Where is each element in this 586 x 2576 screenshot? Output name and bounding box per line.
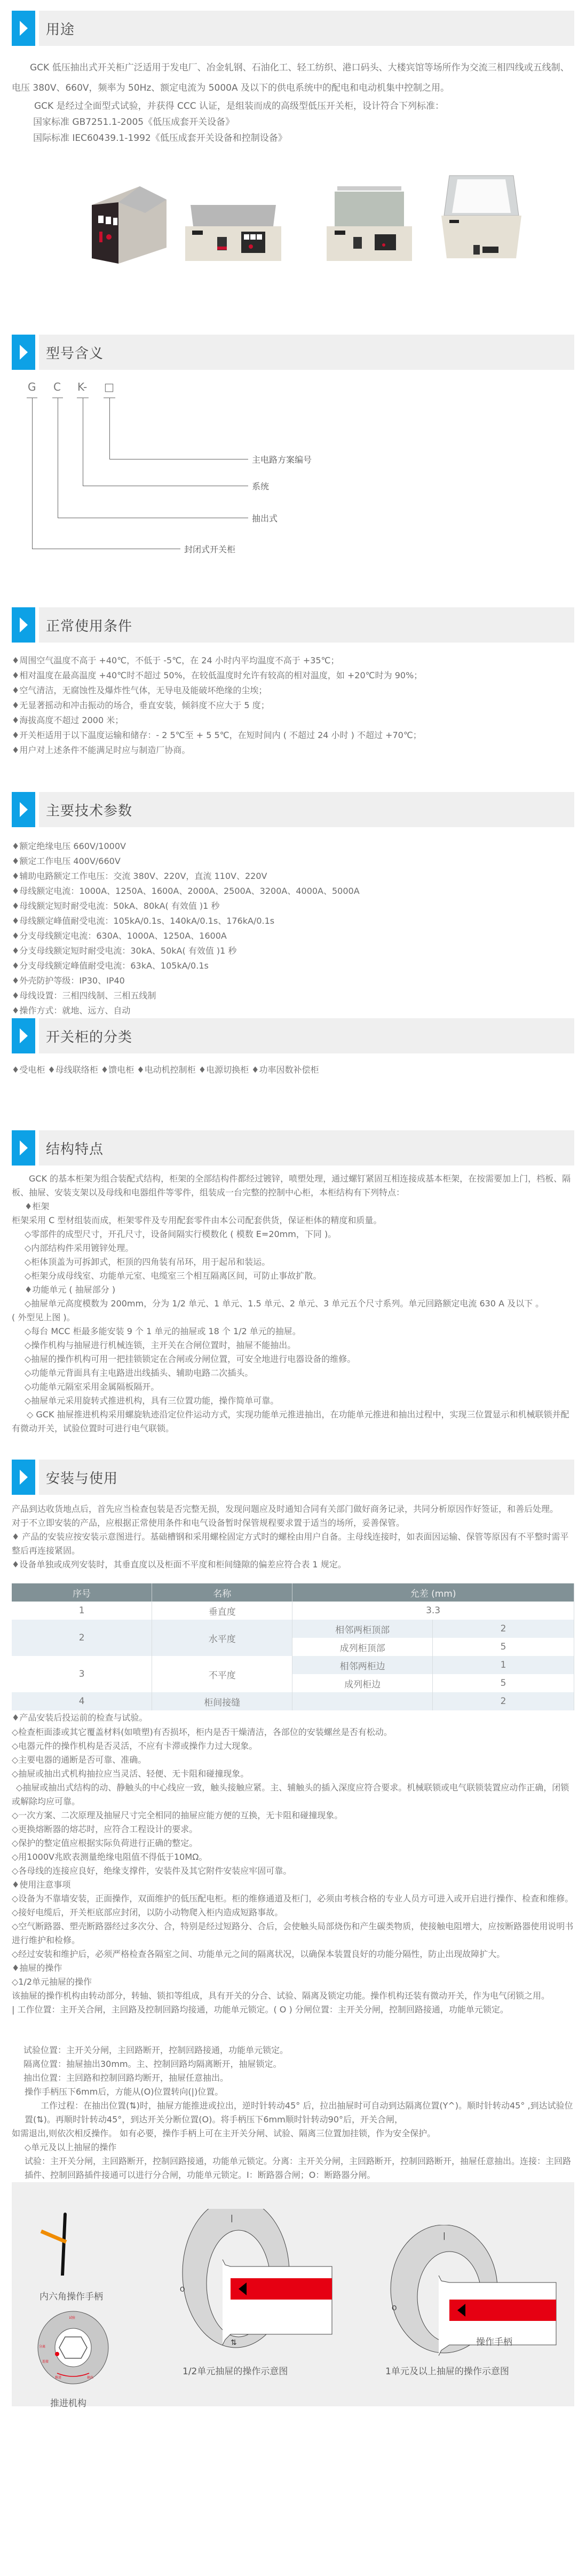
unit-item: ◇抽屉的操作机构可用一把挂锁锁定在合闸或分闸位置，可安全地进行电器设备的维修。	[25, 1354, 356, 1364]
table-cell: 4	[12, 1692, 152, 1710]
half-unit-heading: ◇1/2单元抽屉的操作	[12, 1977, 92, 1987]
table-cell: 柜间接缝	[152, 1692, 292, 1710]
section-header-classification	[12, 1018, 574, 1053]
params-list	[12, 839, 574, 1018]
svg-text:|: |	[231, 2214, 233, 2223]
notice-item: ◇空气断路器、塑壳断路器经过多次分、合，特别是经过短路分、合后，会使触头局部烧伤和产生碳类物质，使接触电阻增大，应按断路器使用说明书进行维护和检修。	[12, 1921, 574, 1945]
table-cell: 2	[433, 1620, 574, 1638]
check-item: ◇检查柜面漆或其它覆盖材料(如喷塑)有否损坏，柜内是否干燥清洁，各部位的安装螺丝是否有松动。	[12, 1727, 392, 1737]
unit-item: ◇ GCK 抽屉推进机构采用螺旋轨迹沿定位件运动方式，实现功能单元推进抽出，在功能单元推进和抽出过程中，实现三位置显示和机械联锁并配有微动开关，试验位置时可进行电气联锁。	[12, 1409, 569, 1433]
process-description: 工作过程：在抽出位置(⇅)时，抽屉方能推进或拉出，逆时针转动45° 后，拉出抽屉时可自动到达隔离位置(Y^)。顺时针转动45° ,到达试验位置(⇅)。再顺时针转动45°，到达开关分断位置(O)。将手柄压下6mm顺时针转动90°后，开关合闸，	[25, 2101, 573, 2125]
product-images	[12, 146, 574, 322]
unit-note: ( 外型见上图 )。	[12, 1312, 75, 1322]
table-cell: 5	[433, 1638, 574, 1656]
check-item: ◇用1000V兆欧表测量绝缘电阻值不得低于10MΩ。	[12, 1852, 208, 1862]
table-cell: 2	[12, 1620, 152, 1656]
table-cell: 5	[433, 1674, 574, 1692]
table-cell: 垂直度	[152, 1602, 292, 1620]
check-item: ◇保护的整定值应根据实际负荷进行正确的整定。	[12, 1838, 198, 1848]
svg-text:|: |	[443, 2232, 446, 2240]
install-paragraph: 产品到达收货地点后，首先应当检查包装是否完整无损，发现问题应及时通知合同有关部门做好商务记录，共同分析原因作好签证，和善后处理。	[12, 1504, 559, 1514]
param-item: ♦操作方式：就地、远方、自动	[12, 1005, 131, 1016]
unit-item: ◇功能单元背面具有主电路进出线插头、辅助电路二次插头。	[25, 1368, 254, 1378]
check-item: ◇各母线的连接应良好，绝缘支撑件，安装件及其它附件安装应牢固可靠。	[12, 1866, 292, 1876]
condition-item: ♦相对温度在最高温度 +40℃时不超过 50%，在较低温度时允许有较高的相对温度，如 +20℃时为 90%；	[12, 670, 423, 680]
model-letter-c: C	[53, 381, 61, 393]
unit-item: ◇功能单元隔室采用金属隔板隔开。	[25, 1382, 160, 1392]
section-header-usage	[12, 11, 574, 46]
model-label: 抽出式	[252, 513, 278, 524]
caption-push-mechanism: 推进机构	[50, 2398, 86, 2409]
unit-item: ◇抽屉单元高度模数为 200mm，分为 1/2 单元、1 单元、1.5 单元、2 单元、3 单元五个尺寸系列。单元回路额定电流 630 A 及以下 。	[25, 1298, 544, 1309]
half-unit-handle-icon	[172, 2209, 343, 2364]
usage-paragraph: GCK 低压抽出式开关柜广泛适用于发电厂、冶金轧钢、石油化工、轻工纺织、港口码头、大楼宾馆等场所作为交流三相四线或五线制、电压 380V、660V，频率为 50Hz、额定电流为 5000A 及以下的供电系统中的配电和电动机集中控制之用。	[12, 62, 569, 93]
install-paragraph: ♦设备单独或成列安装时，其垂直度以及柜面不平度和柜间缝隙的偏差应符合表 1 规定。	[12, 1559, 346, 1570]
table-cell: 相邻两柜顶部	[292, 1620, 433, 1638]
one-unit-handle-icon	[385, 2225, 561, 2358]
hex-handle-icon	[38, 2212, 102, 2276]
position-item: 操作手柄压下6mm后，方能从(O)位置转向(|)位置。	[25, 2087, 224, 2097]
param-item: ♦母线额定电流：1000A、1250A、1600A、2000A、2500A、3200A、4000A、5000A	[12, 886, 360, 896]
one-unit-description: 试验：主开关分闸，主回路断开，控制回路接通，功能单元锁定。分离：主开关分闸，主回路断开，控制回路断开，抽屉任意抽出。连接：主回路插件、控制回路插件接通可以进行分合闸，功能单元锁定。I：断路器合闸；O：断路器分闸。	[25, 2156, 572, 2180]
notice-heading: ♦使用注意事项	[12, 1880, 71, 1890]
position-item: 抽出位置：主回路和控制回路均断开，抽屉任意抽出。	[23, 2073, 229, 2083]
condition-item: ♦无显著摇动和冲击振动的场合，垂直安装，倾斜度不应大于 5 度；	[12, 700, 270, 710]
unit-item: ◇抽屉单元采用旋转式推进机构，具有三位置功能，操作简单可靠。	[25, 1396, 279, 1406]
section-header-structure	[12, 1130, 574, 1166]
drawer-heading: ♦抽屉的操作	[12, 1963, 62, 1973]
play-arrow-icon	[12, 607, 35, 643]
push-mechanism-icon	[36, 2310, 110, 2385]
table-cell: 不平度	[152, 1656, 292, 1692]
play-arrow-icon	[12, 335, 35, 370]
notice-item: ◇设备为不靠墙安装，正面操作，双面维护的低压配电柜。柜的维修通道及柜门，必须由考核合格的专业人员方可进入或开启进行操作、检查和维修。	[12, 1893, 574, 1904]
param-item: ♦母线额定短时耐受电流：50kA、80kA( 有效值 )1 秒	[12, 901, 220, 911]
table-header: 名称	[152, 1583, 292, 1602]
install-checks	[12, 1710, 574, 2182]
caption-one-unit: 1单元及以上抽屉的操作示意图	[385, 2366, 509, 2377]
table-cell: 水平度	[152, 1620, 292, 1656]
svg-text:试验: 试验	[69, 2316, 76, 2320]
operation-diagram	[12, 2182, 574, 2409]
table-row	[12, 1692, 574, 1710]
table-cell: 2	[433, 1692, 574, 1710]
table-cell: 3	[12, 1656, 152, 1692]
param-item: ♦分支母线额定电流：630A、1000A、1250A、1600A	[12, 931, 227, 941]
frame-item: ◇内部结构件采用镀锌处理。	[25, 1243, 134, 1253]
table-cell: 1	[433, 1656, 574, 1674]
table-header: 允差 (mm)	[292, 1583, 574, 1602]
play-arrow-icon	[12, 1460, 35, 1495]
check-item: ◇抽屉或抽出式结构的动、静触头的中心线应一致，触头接触应紧。主、辅触头的插入深度应符合要求。机械联锁或电气联锁装置应动作正确，闭锁或解除均应可靠。	[12, 1782, 569, 1806]
table-cell: 成列柜顶部	[292, 1638, 433, 1656]
tolerance-table	[12, 1583, 574, 1710]
unit-heading: ♦功能单元 ( 抽屉部分 )	[25, 1285, 116, 1295]
check-item: ◇电器元件的操作机构是否灵活，不应有卡滞或操作力过大现象。	[12, 1741, 258, 1751]
model-label: 系统	[252, 481, 270, 492]
model-label: 封闭式开关柜	[184, 544, 236, 554]
section-header-model	[12, 335, 574, 370]
check-item: ◇抽屉或抽出式机构抽拉应当灵活、轻便、无卡阻和碰撞现象。	[12, 1769, 249, 1779]
half-unit-positions: | 工作位置：主开关合闸，主回路及控制回路均接通，功能单元锁定。( O ) 分闸位置：主开关分闸，控制回路接通，功能单元锁定。	[12, 2004, 509, 2015]
frame-heading: ♦柜架	[25, 1201, 50, 1211]
svg-text:分离: 分离	[39, 2345, 46, 2349]
section-title: 型号含义	[46, 345, 104, 362]
param-item: ♦分支母线额定短时耐受电流：30kA、50kA( 有效值 )1 秒	[12, 946, 237, 956]
svg-text:推进: 推进	[55, 2376, 62, 2380]
param-item: ♦分支母线额定峰值耐受电流：63kA、105kA/0.1s	[12, 961, 209, 971]
section-title: 用途	[46, 21, 75, 38]
condition-item: ♦周围空气温度不高于 +40℃，不低于 -5℃，在 24 小时内平均温度不高于 +35℃；	[12, 655, 339, 665]
table-cell: 相邻两柜边	[292, 1656, 433, 1674]
structure-content	[12, 1172, 574, 1436]
notice-item: ◇经过安装和维护后，必须严格检查各隔室之间、功能单元之间的隔离状况，以确保本装置良好的功能分隔性，防止出现故障扩大。	[12, 1949, 505, 1959]
section-title: 开关柜的分类	[46, 1029, 133, 1045]
drawer-unit-image	[324, 184, 415, 264]
table-row	[12, 1602, 574, 1620]
section-title: 安装与使用	[46, 1470, 118, 1487]
table-cell	[292, 1692, 433, 1710]
structure-intro: GCK 的基本柜架为组合装配式结构，柜架的全部结构件都经过镀锌，喷塑处理，通过螺钉紧固互相连接成基本柜架，在按需要加上门，档板、隔板、抽屉、安装支架以及母线和电器组件等零件，组装成一台完整的控制中心柜，本柜结构有下列特点：	[12, 1174, 571, 1198]
model-label: 主电路方案编号	[252, 455, 312, 465]
one-unit-heading: ◇单元及以上抽屉的操作	[25, 2142, 117, 2152]
caption-operation-handle: 操作手柄	[476, 2337, 512, 2348]
section-title: 结构特点	[46, 1141, 104, 1158]
classification-list: ♦受电柜 ♦母线联络柜 ♦馈电柜 ♦电动机控制柜 ♦电源切换柜 ♦功率因数补偿柜	[12, 1065, 319, 1075]
standard-iec: 国际标准 IEC60439.1-1992《低压成套开关设备和控制设备》	[33, 133, 287, 144]
table-header-row	[12, 1583, 574, 1602]
position-item: 试验位置：主开关分闸，主回路断开，控制回路接通，功能单元锁定。	[23, 2045, 289, 2055]
drawer-unit-image	[439, 173, 524, 264]
table-cell: 成列柜边	[292, 1674, 433, 1692]
check-item: ◇更换熔断器的熔芯时，应符合工程设计的要求。	[12, 1824, 198, 1834]
play-arrow-icon	[12, 1130, 35, 1166]
install-content	[12, 1502, 574, 1572]
conditions-list	[12, 653, 574, 758]
condition-item: ♦用户对上述条件不能满足时应与制造厂协商。	[12, 745, 191, 755]
frame-description: 柜架采用 C 型材组装而成，柜架零件及专用配套零件由本公司配套供货，保证柜体的精度和质量。	[12, 1215, 382, 1225]
section-header-params	[12, 792, 574, 827]
condition-item: ♦空气清洁，无腐蚀性及爆炸性气体，无导电及能破坏绝缘的尘埃；	[12, 685, 267, 695]
position-item: 隔离位置：抽屉抽出30mm。主、控制回路均隔离断开，抽屉锁定。	[23, 2059, 282, 2069]
model-letter-g: G	[28, 381, 36, 393]
standard-gb: 国家标准 GB7251.1-2005《低压成套开关设备》	[33, 117, 235, 128]
svg-text:连接: 连接	[42, 2360, 49, 2364]
frame-item: ◇柜体顶盖为可拆卸式，柜顶的四角装有吊环，用于起吊和装运。	[25, 1257, 271, 1267]
check-item: ◇一次方案、二次原理及抽屉尺寸完全相同的抽屉应能方便的互换，无卡阻和碰撞现象。	[12, 1810, 343, 1820]
frame-item: ◇零部件的成型尺寸，开孔尺寸，设备间隔实行模数化 ( 模数 E=20mm，下同 )。	[25, 1229, 337, 1239]
unit-item: ◇每台 MCC 柜最多能安装 9 个 1 单元的抽屉或 18 个 1/2 单元的抽屉。	[25, 1326, 301, 1336]
section-title: 正常使用条件	[46, 618, 133, 635]
play-arrow-icon	[12, 792, 35, 827]
table-row	[12, 1620, 574, 1638]
condition-item: ♦开关柜适用于以下温度运输和储存：- 2 5℃至 + 5 5℃，在短时间内 ( 不超过 24 小时 ) 不超过 +70℃；	[12, 730, 422, 740]
param-item: ♦额定绝缘电压 660V/1000V	[12, 841, 126, 851]
svg-text:⇅: ⇅	[231, 2339, 237, 2347]
section-header-conditions	[12, 607, 574, 643]
frame-item: ◇柜架分成母线室、功能单元室、电缆室三个相互隔离区间，可防止事故扩散。	[25, 1271, 322, 1281]
usage-paragraph: GCK 是经过全面型式试验，并获得 CCC 认证，是组装而成的高级型低压开关柜，设计符合下列标准：	[34, 101, 445, 112]
table-cell: 3.3	[292, 1602, 574, 1620]
model-code-diagram	[21, 381, 574, 554]
play-arrow-icon	[12, 1018, 35, 1053]
drawer-unit-image	[76, 184, 183, 264]
play-arrow-icon	[12, 11, 35, 46]
process-description: 如需退出,则依次相反操作。 如有必要，操作手柄上可在主开关分闸、试验、隔离三位置加挂锁，作为安全保护。	[12, 2128, 436, 2138]
half-unit-description: 该抽屉的操作机构由转动部分，转轴、锁扣等组成，具有开关的分合、试验、隔离及锁定功能。操作机构还装有微动开关，作为电气闭锁之用。	[12, 1991, 550, 2001]
drawer-unit-image	[183, 200, 284, 264]
param-item: ♦外壳防护等级：IP30、IP40	[12, 976, 125, 986]
param-item: ♦母线设置：三相四线制、三相五线制	[12, 990, 156, 1001]
section-header-install	[12, 1460, 574, 1495]
install-paragraph: ♦ 产品的安装应按安装示意图进行。基础槽钢和采用螺栓固定方式时的螺栓由用户自备。主母线连接时，如表面因运输、保管等原因有不平整时需平整后再连接紧固。	[12, 1532, 569, 1556]
param-item: ♦额定工作电压 400V/660V	[12, 856, 121, 866]
table-row	[12, 1656, 574, 1674]
svg-text:O: O	[180, 2286, 185, 2293]
svg-text:抽出: 抽出	[87, 2376, 94, 2380]
caption-half-unit: 1/2单元抽屉的操作示意图	[183, 2366, 288, 2377]
param-item: ♦辅助电路额定工作电压：交流 380V、220V，直流 110V、220V	[12, 871, 267, 881]
table-cell: 1	[12, 1602, 152, 1620]
check-item: ◇主要电器的通断是否可靠、准确。	[12, 1755, 147, 1765]
check-heading: ♦产品安装后投运前的检查与试验。	[12, 1713, 148, 1723]
notice-item: ◇接好电缆后，开关柜底部应封闭，以防小动物爬入柜内造成短路事故。	[12, 1907, 283, 1917]
model-letter-k: K-	[77, 381, 88, 393]
unit-item: ◇操作机构与抽屉进行机械连锁，主开关在合闸位置时，抽屉不能抽出。	[25, 1340, 296, 1350]
param-item: ♦母线额定峰值耐受电流：105kA/0.1s、140kA/0.1s、176kA/0.1s	[12, 916, 275, 926]
caption-hex-handle: 内六角操作手柄	[39, 2292, 103, 2302]
table-header: 序号	[12, 1583, 152, 1602]
condition-item: ♦海拔高度不超过 2000 米；	[12, 715, 124, 725]
install-paragraph: 对于不立即安装的产品，应根据正常使用条件和电气设备暂时保管规程要求置于适当的场所，妥善保管。	[12, 1518, 405, 1528]
model-letter-box: □	[104, 381, 114, 393]
svg-text:O: O	[392, 2304, 397, 2312]
section-title: 主要技术参数	[46, 803, 133, 819]
